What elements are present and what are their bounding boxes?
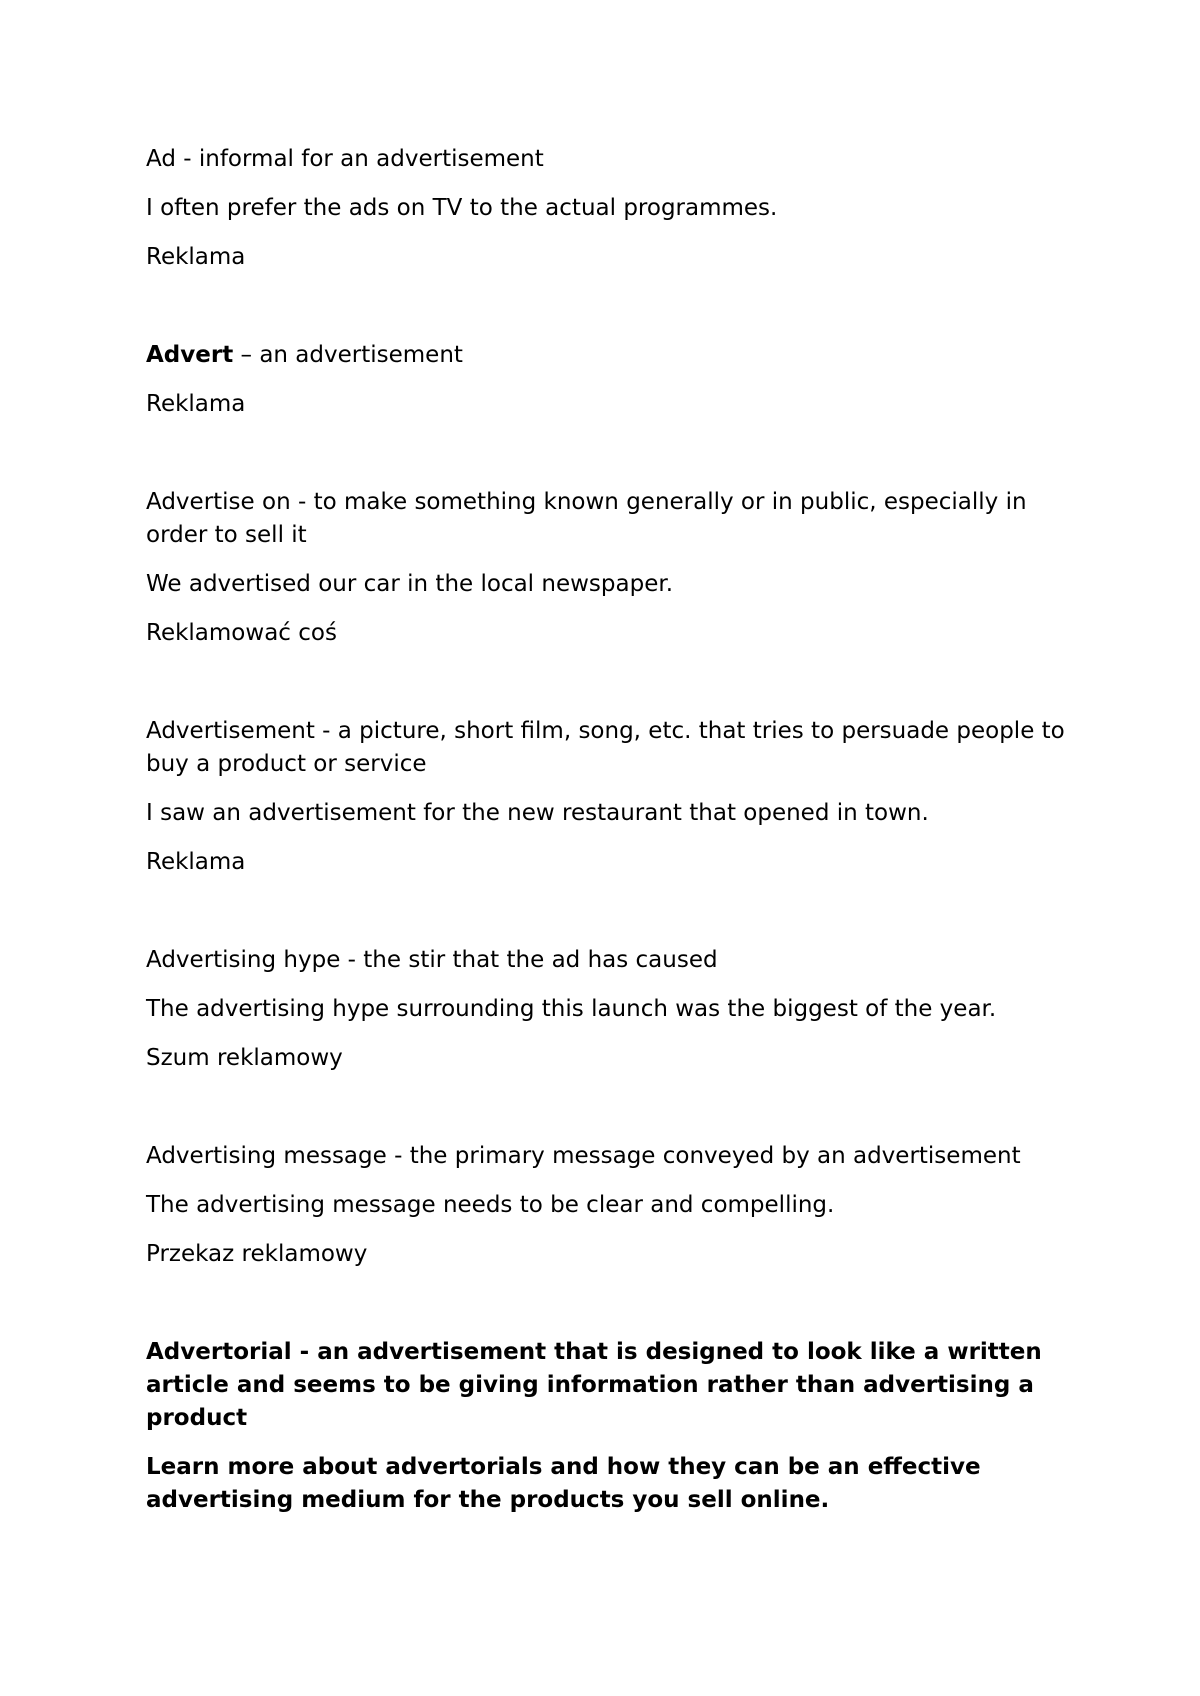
entry-example: The advertising message needs to be clear and compelling.	[146, 1192, 835, 1218]
entry-heading	[146, 715, 1066, 781]
entry-translation: Reklama	[146, 391, 246, 417]
entry-translation: Reklama	[146, 849, 246, 875]
glossary-entry-ad	[146, 143, 1066, 274]
glossary-entry-advertise-on	[146, 486, 1066, 650]
entry-definition: - a picture, short film, song, etc. that tries to persuade people to buy a product or service	[146, 718, 1065, 777]
entry-example: Learn more about advertorials and how they can be an effective advertising medium for the products you sell online.	[146, 1454, 981, 1513]
entry-example: I often prefer the ads on TV to the actual programmes.	[146, 195, 778, 221]
entry-example: I saw an advertisement for the new restaurant that opened in town.	[146, 800, 929, 826]
entry-definition: - to make something known generally or in public, especially in order to sell it	[146, 489, 1027, 548]
glossary-entry-advert	[146, 339, 1066, 421]
entry-definition: - an advertisement that is designed to look like a written article and seems to be giving information rather than advertising a product	[146, 1339, 1042, 1431]
glossary-entry-advertisement	[146, 715, 1066, 879]
glossary-entry-advertorial	[146, 1336, 1066, 1517]
entry-term: Advertisement	[146, 718, 315, 744]
entry-translation: Przekaz reklamowy	[146, 1241, 368, 1267]
entry-translation: Reklamować coś	[146, 620, 337, 646]
entry-term: Advertise on	[146, 489, 291, 515]
entry-heading	[146, 1336, 1066, 1435]
entry-term: Advert	[146, 342, 234, 368]
entry-definition: - the primary message conveyed by an advertisement	[386, 1143, 1021, 1169]
entry-heading	[146, 486, 1066, 552]
entry-heading	[146, 143, 1066, 176]
entry-example: We advertised our car in the local newspaper.	[146, 571, 674, 597]
entry-definition: - informal for an advertisement	[175, 146, 544, 172]
entry-translation: Szum reklamowy	[146, 1045, 343, 1071]
entry-term: Advertorial	[146, 1339, 292, 1365]
entry-definition: - the stir that the ad has caused	[340, 947, 718, 973]
document-page	[146, 143, 1066, 1533]
entry-term: Advertising message	[146, 1143, 387, 1169]
entry-definition: – an advertisement	[233, 342, 463, 368]
entry-heading	[146, 339, 1066, 372]
entry-heading	[146, 1140, 1066, 1173]
glossary-entry-advertising-message	[146, 1140, 1066, 1271]
entry-term: Advertising hype	[146, 947, 341, 973]
entry-term: Ad	[146, 146, 176, 172]
entry-translation: Reklama	[146, 244, 246, 270]
entry-heading	[146, 944, 1066, 977]
glossary-entry-advertising-hype	[146, 944, 1066, 1075]
entry-example: The advertising hype surrounding this launch was the biggest of the year.	[146, 996, 997, 1022]
